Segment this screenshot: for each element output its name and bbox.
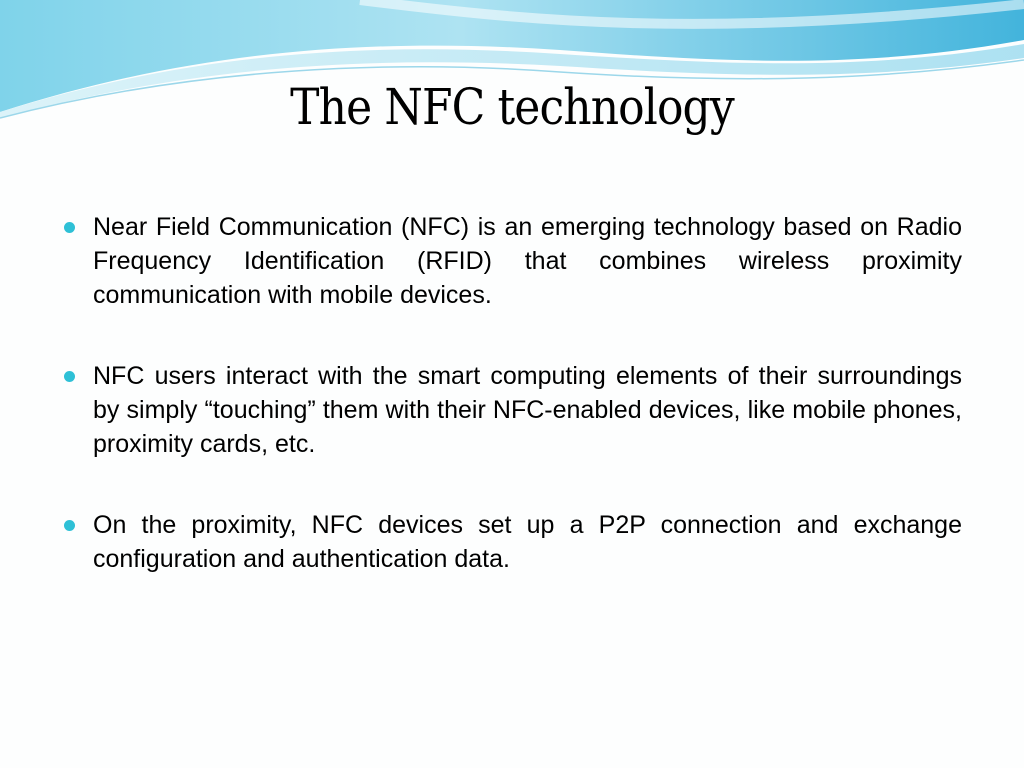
- bullet-text: On the proximity, NFC devices set up a P2P connection and exchange configuration and authentication data.: [93, 511, 962, 573]
- bullet-dot-icon: [64, 222, 75, 233]
- slide-title: The NFC technology: [290, 78, 734, 136]
- bullet-dot-icon: [64, 371, 75, 382]
- bullet-item: [62, 508, 962, 576]
- bullet-item: [62, 359, 962, 461]
- bullet-text: NFC users interact with the smart computing elements of their surroundings by simply “touching” them with their NFC-enabled devices, like mobile phones, proximity cards, etc.: [93, 362, 962, 458]
- bullet-item: [62, 210, 962, 312]
- bullet-dot-icon: [64, 520, 75, 531]
- bullet-text: Near Field Communication (NFC) is an emerging technology based on Radio Frequency Identification (RFID) that combines wireless proximity communication with mobile devices.: [93, 213, 962, 309]
- bullet-list: [62, 210, 962, 623]
